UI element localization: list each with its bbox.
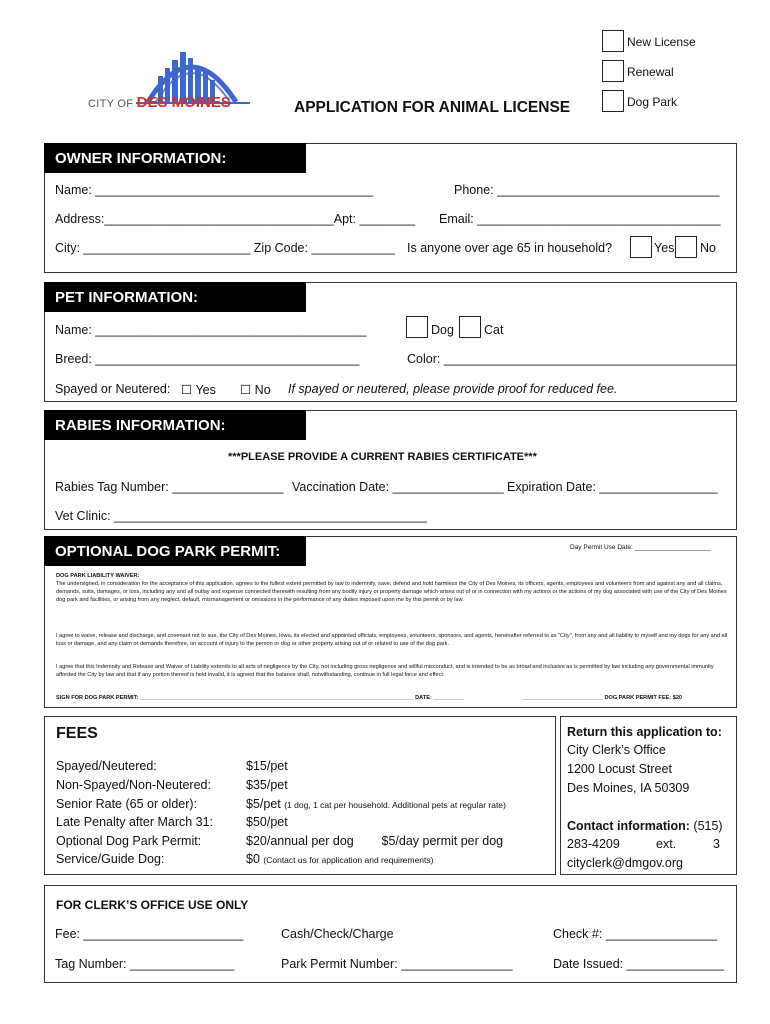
pet-name-field[interactable]: Name: _______________________________________ bbox=[55, 323, 367, 337]
contact-email[interactable]: cityclerk@dmgov.org bbox=[567, 856, 683, 870]
contact-area-code: (515) bbox=[693, 819, 723, 833]
return-office: City Clerk’s Office bbox=[567, 743, 666, 757]
owner-address-field[interactable]: Address:_________________________________Apt: ________ bbox=[55, 212, 416, 226]
pet-dog-label: Dog bbox=[431, 323, 454, 337]
fee-senior-value bbox=[246, 797, 506, 811]
contact-ext: 3 bbox=[713, 837, 720, 851]
fee-service-amount: $0 bbox=[246, 852, 260, 866]
renewal-label: Renewal bbox=[627, 65, 674, 79]
owner-name-field[interactable]: Name: ________________________________________ bbox=[55, 183, 374, 197]
clerk-payment-method: Cash/Check/Charge bbox=[281, 927, 394, 941]
dog-park-checkbox[interactable] bbox=[602, 90, 624, 112]
logo-name: DES MOINES bbox=[136, 94, 231, 111]
rabies-header: RABIES INFORMATION: bbox=[44, 410, 306, 440]
contact-phone: 283-4209 bbox=[567, 837, 620, 851]
fee-late-value: $50/pet bbox=[246, 815, 288, 829]
pet-dog-checkbox[interactable] bbox=[406, 316, 428, 338]
fee-park-value: $20/annual per dog $5/day permit per dog bbox=[246, 834, 504, 848]
clerk-park-permit-field[interactable]: Park Permit Number: ________________ bbox=[281, 957, 513, 971]
pet-cat-label: Cat bbox=[484, 323, 504, 337]
rabies-tag-field[interactable]: Rabies Tag Number: ________________ bbox=[55, 480, 284, 494]
form-title: APPLICATION FOR ANIMAL LICENSE bbox=[294, 99, 571, 116]
contact-label: Contact information: bbox=[567, 819, 690, 833]
fee-park-label: Optional Dog Park Permit: bbox=[56, 834, 202, 848]
park-header: OPTIONAL DOG PARK PERMIT: bbox=[44, 536, 306, 566]
fee-senior-amount: $5/pet bbox=[246, 797, 281, 811]
pet-header: PET INFORMATION: bbox=[44, 282, 306, 312]
pet-cat-checkbox[interactable] bbox=[459, 316, 481, 338]
fee-service-label: Service/Guide Dog: bbox=[56, 852, 165, 866]
vaccination-date-field[interactable]: Vaccination Date: ________________ bbox=[292, 480, 504, 494]
owner-header: OWNER INFORMATION: bbox=[44, 143, 306, 173]
rabies-notice: ***PLEASE PROVIDE A CURRENT RABIES CERTIFICATE*** bbox=[228, 451, 537, 463]
expiration-date-field[interactable]: Expiration Date: _________________ bbox=[507, 480, 718, 494]
fee-service-note: (Contact us for application and requirements) bbox=[263, 855, 434, 865]
spayed-label: Spayed or Neutered: bbox=[55, 382, 171, 396]
over65-yes-label: Yes bbox=[654, 241, 675, 255]
fee-senior-note: (1 dog, 1 cat per household. Additional pets at regular rate) bbox=[284, 800, 506, 810]
owner-city-field[interactable]: City: ________________________ Zip Code: ____________ bbox=[55, 241, 395, 255]
clerk-fee-field[interactable]: Fee: _______________________ bbox=[55, 927, 244, 941]
pet-breed-field[interactable]: Breed: ______________________________________ bbox=[55, 352, 360, 366]
park-fee-line: __________________________ DOG PARK PERMIT FEE: $20 bbox=[522, 695, 683, 701]
owner-email-field[interactable]: Email: ___________________________________ bbox=[439, 212, 721, 226]
logo-text bbox=[88, 94, 231, 112]
vet-clinic-field[interactable]: Vet Clinic: _____________________________________________ bbox=[55, 509, 427, 523]
fee-senior-label: Senior Rate (65 or older): bbox=[56, 797, 198, 811]
over65-no-label: No bbox=[700, 241, 716, 255]
return-city: Des Moines, IA 50309 bbox=[567, 781, 690, 795]
fee-service-value bbox=[246, 852, 433, 866]
spayed-no-option[interactable]: ☐ No bbox=[240, 383, 271, 397]
owner-phone-field[interactable]: Phone: ________________________________ bbox=[454, 183, 720, 197]
fee-late-label: Late Penalty after March 31: bbox=[56, 815, 214, 829]
waiver-paragraph-2: I agree to waive, release and discharge, and covenant not to sue, the City of Des Moines, Iowa, its elected and appointed officials, employees, volunteers, sponsors, and agents, hereinafter referred to as "City", from any and all liability to myself and my dogs for any and all loss or damage, and any claim or demands therefore, on account of injury to the person or dog or other property arising out of or related to use of the dog park. bbox=[56, 633, 728, 648]
over65-yes-checkbox[interactable] bbox=[630, 236, 652, 258]
over65-question: Is anyone over age 65 in household? bbox=[407, 241, 613, 255]
spayed-note: If spayed or neutered, please provide proof for reduced fee. bbox=[288, 382, 618, 396]
fee-spayed-label: Spayed/Neutered: bbox=[56, 759, 157, 773]
logo-prefix: CITY OF bbox=[88, 98, 137, 110]
fees-header: FEES bbox=[56, 725, 98, 742]
return-street: 1200 Locust Street bbox=[567, 762, 672, 776]
clerk-tag-field[interactable]: Tag Number: _______________ bbox=[55, 957, 235, 971]
clerk-header: FOR CLERK’S OFFICE USE ONLY bbox=[56, 898, 249, 912]
new-license-label: New License bbox=[627, 35, 696, 49]
fee-spayed-value: $15/pet bbox=[246, 759, 288, 773]
renewal-checkbox[interactable] bbox=[602, 60, 624, 82]
waiver-paragraph-1: The undersigned, in consideration for the acceptance of this application, agrees to the fullest extent permitted by law to indemnify, save, defend and hold harmless the City of Des Moines, its officers, agents, employees and volunteers from and against any and all claims, demands, suits, damages, or loss, including any and all outlay and expense connected therewith resulting from any bodily injury or property damage which arises out of or in connection with my actions or the actions of my dog associated with use of the City of Des Moines dog park and facilities, or arising from any neglect, default, mismanagement or omissions in the performance of any duties imposed upon me by this permit or by law. bbox=[56, 581, 727, 604]
fee-nonspayed-value: $35/pet bbox=[246, 778, 288, 792]
new-license-checkbox[interactable] bbox=[602, 30, 624, 52]
day-permit-field[interactable]: Day Permit Use Date: _____________________ bbox=[570, 544, 711, 551]
spayed-yes-option[interactable]: ☐ Yes bbox=[181, 383, 216, 397]
return-box bbox=[560, 716, 737, 875]
pet-color-field[interactable]: Color: __________________________________________ bbox=[407, 352, 736, 366]
fee-nonspayed-label: Non-Spayed/Non-Neutered: bbox=[56, 778, 211, 792]
clerk-date-issued-field[interactable]: Date Issued: ______________ bbox=[553, 957, 724, 971]
dog-park-label: Dog Park bbox=[627, 95, 678, 109]
return-title: Return this application to: bbox=[567, 725, 722, 739]
waiver-title: DOG PARK LIABILITY WAIVER: bbox=[56, 573, 140, 579]
contact-ext-label: ext. bbox=[656, 837, 677, 851]
clerk-check-field[interactable]: Check #: ________________ bbox=[553, 927, 718, 941]
waiver-paragraph-3: I agree that this Indemnity and Release and Waiver of Liability extends to all acts of negligence by the City, not including gross negligence and willful misconduct, and is intended to be as broad and inclusive as is permitted by law including any governmental immunity afforded the City by law and that if any portion thereof is held invalid, it is agreed that the balance shall, notwithstanding, continue in full legal force and effect. bbox=[56, 664, 714, 679]
contact-line bbox=[567, 819, 723, 833]
over65-no-checkbox[interactable] bbox=[675, 236, 697, 258]
park-sign-field[interactable]: SIGN FOR DOG PARK PERMIT: ________________________________________________________________________________________ DATE: __________ bbox=[56, 695, 465, 701]
